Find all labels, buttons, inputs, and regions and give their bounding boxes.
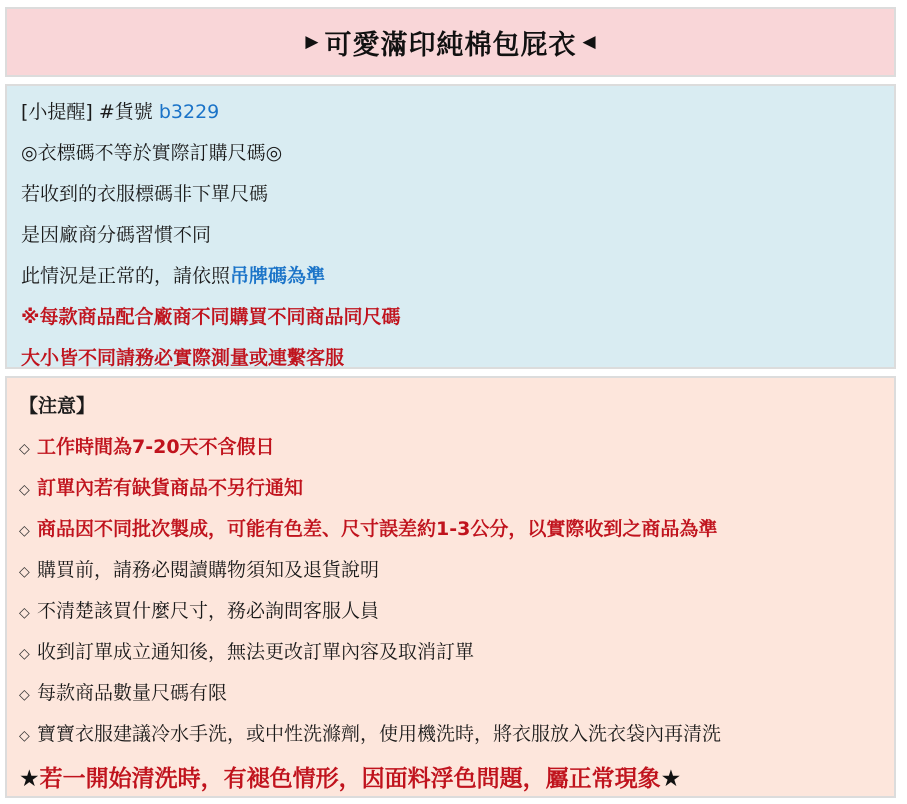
washing-warning-text: 若一開始清洗時，有褪色情形，因面料浮色問題，屬正常現象 bbox=[39, 766, 661, 792]
notice-item: ◇ 購買前，請務必閱讀購物須知及退貨說明 bbox=[19, 550, 894, 591]
notice-item: ◇ 寶寶衣服建議冷水手洗，或中性洗滌劑，使用機洗時，將衣服放入洗衣袋內再清洗 bbox=[19, 714, 894, 755]
triangle-right-icon: ▶ bbox=[305, 32, 319, 52]
title-banner bbox=[5, 7, 896, 77]
star-icon: ★ bbox=[660, 766, 682, 792]
size-note-line: ◎衣標碼不等於實際訂購尺碼◎ bbox=[21, 142, 283, 164]
size-warning-line: 大小皆不同請務必實際測量或連繫客服 bbox=[21, 347, 345, 369]
notice-item: ◇ 收到訂單成立通知後，無法更改訂單內容及取消訂單 bbox=[19, 632, 894, 673]
notice-panel bbox=[5, 376, 896, 798]
size-warning-line: ※每款商品配合廠商不同購買不同商品同尺碼 bbox=[21, 306, 401, 328]
diamond-bullet-icon: ◇ bbox=[19, 441, 30, 457]
notice-item: ◇ 不清楚該買什麼尺寸，務必詢問客服人員 bbox=[19, 591, 894, 632]
reminder-label: [小提醒] #貨號 bbox=[21, 101, 153, 123]
triangle-left-icon: ◀ bbox=[582, 32, 596, 52]
notice-item: ◇ 工作時間為7-20天不含假日 bbox=[19, 427, 894, 468]
size-note-line bbox=[21, 256, 894, 297]
product-code-line bbox=[21, 92, 894, 133]
product-code: b3229 bbox=[158, 101, 220, 123]
diamond-bullet-icon: ◇ bbox=[19, 564, 30, 580]
page-title: 可愛滿印純棉包屁衣 bbox=[324, 29, 577, 61]
notice-item: ◇ 商品因不同批次製成，可能有色差、尺寸誤差約1-3公分，以實際收到之商品為準 bbox=[19, 509, 894, 550]
notice-item: ◇ 訂單內若有缺貨商品不另行通知 bbox=[19, 468, 894, 509]
notice-item: ◇ 每款商品數量尺碼有限 bbox=[19, 673, 894, 714]
size-note-line: 若收到的衣服標碼非下單尺碼 bbox=[21, 183, 269, 205]
tag-size-highlight: 吊牌碼為準 bbox=[230, 265, 326, 287]
size-reminder-panel bbox=[5, 84, 896, 369]
diamond-bullet-icon: ◇ bbox=[19, 605, 30, 621]
diamond-bullet-icon: ◇ bbox=[19, 482, 30, 498]
diamond-bullet-icon: ◇ bbox=[19, 646, 30, 662]
diamond-bullet-icon: ◇ bbox=[19, 523, 30, 539]
notice-heading: 【注意】 bbox=[19, 395, 96, 417]
diamond-bullet-icon: ◇ bbox=[19, 687, 30, 703]
star-icon: ★ bbox=[19, 766, 40, 792]
size-note-text: 此情況是正常的，請依照 bbox=[21, 265, 231, 287]
diamond-bullet-icon: ◇ bbox=[19, 728, 30, 744]
size-note-line: 是因廠商分碼習慣不同 bbox=[21, 224, 212, 246]
washing-warning bbox=[19, 757, 894, 801]
